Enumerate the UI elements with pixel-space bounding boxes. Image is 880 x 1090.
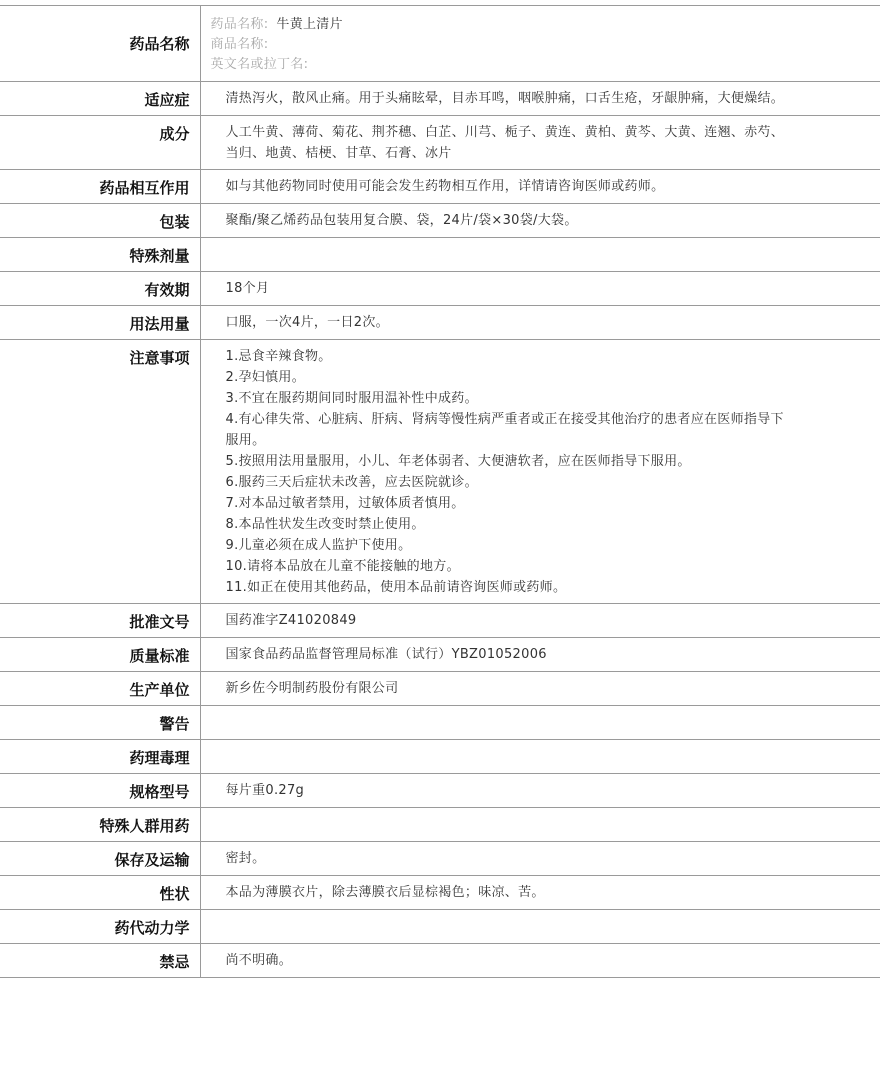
row-label-shelf-life: 有效期: [0, 272, 200, 306]
row-value-pharmacology: [200, 740, 880, 774]
precaution-item: 7.对本品过敏者禁用，过敏体质者慎用。: [225, 496, 465, 511]
table-row-precautions: [0, 340, 880, 604]
table-row-special-population: [0, 808, 880, 842]
row-label-storage: 保存及运输: [0, 842, 200, 876]
table-row-warning: [0, 706, 880, 740]
row-value-warning: [200, 706, 880, 740]
row-label-warning: 警告: [0, 706, 200, 740]
row-label-ingredients: 成分: [0, 116, 200, 170]
generic-name-key: 药品名称:: [210, 17, 269, 32]
generic-name-value: 牛黄上清片: [276, 17, 343, 32]
table-row-manufacturer: [0, 672, 880, 706]
row-label-contraindications: 禁忌: [0, 944, 200, 978]
row-label-packaging: 包装: [0, 204, 200, 238]
table-row-shelf-life: [0, 272, 880, 306]
row-value-interactions: 如与其他药物同时使用可能会发生药物相互作用，详情请咨询医师或药师。: [200, 170, 880, 204]
table-row-approval-number: [0, 604, 880, 638]
trade-name-key: 商品名称:: [210, 37, 269, 52]
table-row-quality-standard: [0, 638, 880, 672]
row-label-pharmacology: 药理毒理: [0, 740, 200, 774]
row-value-shelf-life: 18个月: [200, 272, 880, 306]
row-label-manufacturer: 生产单位: [0, 672, 200, 706]
precaution-item: 3.不宜在服药期间同时服用温补性中成药。: [225, 391, 478, 406]
table-row-interactions: [0, 170, 880, 204]
table-row-usage: [0, 306, 880, 340]
row-value-specification: 每片重0.27g: [200, 774, 880, 808]
table-row-ingredients: [0, 116, 880, 170]
row-value-drug-name: [200, 6, 880, 82]
row-value-special-dosage: [200, 238, 880, 272]
row-value-usage: 口服，一次4片，一日2次。: [200, 306, 880, 340]
row-value-precautions: [200, 340, 880, 604]
generic-name-line: [211, 15, 791, 35]
drug-info-sheet: [0, 5, 880, 978]
row-label-description: 性状: [0, 876, 200, 910]
row-value-approval-number: 国药准字Z41020849: [200, 604, 880, 638]
row-value-ingredients: 人工牛黄、薄荷、菊花、荆芥穗、白芷、川芎、栀子、黄连、黄柏、黄芩、大黄、连翘、赤芍、当归、地黄、桔梗、甘草、石膏、冰片: [200, 116, 880, 170]
table-row-pharmacokinetics: [0, 910, 880, 944]
drug-info-table: [0, 5, 880, 978]
precaution-item: 5.按照用法用量服用，小儿、年老体弱者、大便溏软者，应在医师指导下服用。: [225, 454, 691, 469]
precaution-item: 6.服药三天后症状未改善，应去医院就诊。: [225, 475, 478, 490]
row-value-packaging: 聚酯/聚乙烯药品包装用复合膜、袋，24片/袋×30袋/大袋。: [200, 204, 880, 238]
row-label-special-population: 特殊人群用药: [0, 808, 200, 842]
table-row-indications: [0, 82, 880, 116]
row-label-special-dosage: 特殊剂量: [0, 238, 200, 272]
table-row-storage: [0, 842, 880, 876]
precaution-item: 8.本品性状发生改变时禁止使用。: [225, 517, 425, 532]
row-label-interactions: 药品相互作用: [0, 170, 200, 204]
row-value-contraindications: 尚不明确。: [200, 944, 880, 978]
row-value-special-population: [200, 808, 880, 842]
latin-name-line: [211, 55, 791, 75]
table-row-contraindications: [0, 944, 880, 978]
table-row-pharmacology: [0, 740, 880, 774]
table-row-special-dosage: [0, 238, 880, 272]
row-label-pharmacokinetics: 药代动力学: [0, 910, 200, 944]
row-value-manufacturer: 新乡佐今明制药股份有限公司: [200, 672, 880, 706]
table-row-packaging: [0, 204, 880, 238]
table-row-description: [0, 876, 880, 910]
precaution-item: 9.儿童必须在成人监护下使用。: [225, 538, 412, 553]
row-label-specification: 规格型号: [0, 774, 200, 808]
precaution-item: 11.如正在使用其他药品，使用本品前请咨询医师或药师。: [225, 580, 567, 595]
row-value-quality-standard: 国家食品药品监督管理局标准（试行）YBZ01052006: [200, 638, 880, 672]
row-value-storage: 密封。: [200, 842, 880, 876]
row-value-description: 本品为薄膜衣片，除去薄膜衣后显棕褐色；味凉、苦。: [200, 876, 880, 910]
row-label-drug-name: 药品名称: [0, 6, 200, 82]
latin-name-key: 英文名或拉丁名:: [210, 57, 309, 72]
precaution-item: 2.孕妇慎用。: [225, 370, 306, 385]
precaution-item: 1.忌食辛辣食物。: [225, 349, 332, 364]
table-row-specification: [0, 774, 880, 808]
row-label-approval-number: 批准文号: [0, 604, 200, 638]
row-value-indications: 清热泻火，散风止痛。用于头痛眩晕，目赤耳鸣，咽喉肿痛，口舌生疮，牙龈肿痛，大便燥结。: [200, 82, 880, 116]
precaution-item: 10.请将本品放在儿童不能接触的地方。: [225, 559, 460, 574]
row-label-usage: 用法用量: [0, 306, 200, 340]
table-row-drug-name: [0, 6, 880, 82]
precaution-item: 4.有心律失常、心脏病、肝病、肾病等慢性病严重者或正在接受其他治疗的患者应在医师指导下服用。: [225, 412, 784, 448]
row-label-quality-standard: 质量标准: [0, 638, 200, 672]
row-value-pharmacokinetics: [200, 910, 880, 944]
row-label-indications: 适应症: [0, 82, 200, 116]
row-label-precautions: 注意事项: [0, 340, 200, 604]
trade-name-line: [211, 35, 791, 55]
